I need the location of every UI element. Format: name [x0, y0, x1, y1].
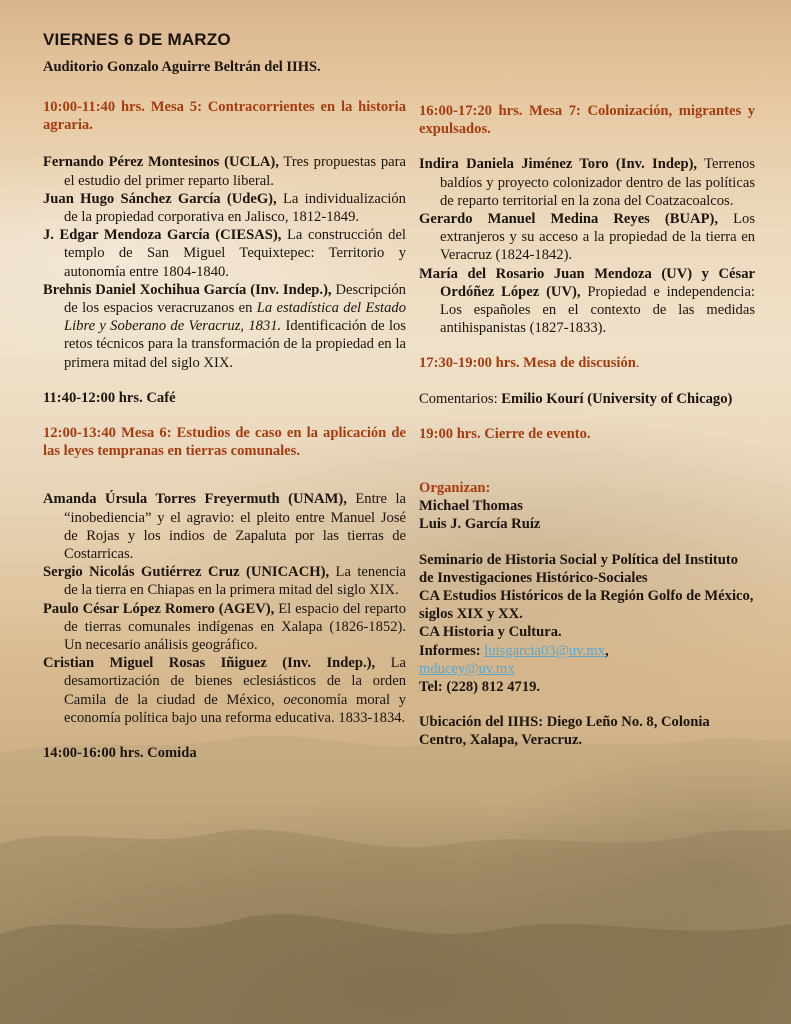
paper-title: Terrenos baldíos y proyecto colonizador dentro de las políticas de reparto territorial en la zona del Coatzacoalcos.: [440, 156, 755, 209]
list-item: [43, 490, 406, 563]
organizers-label: Organizan:: [419, 480, 491, 497]
list-item: [43, 153, 406, 189]
header: [43, 30, 443, 76]
list-item: [43, 563, 406, 599]
cafe-break: 11:40-12:00 hrs. Café: [43, 389, 176, 406]
paper-title: Tres propuestas para el estudio del primer reparto liberal.: [64, 154, 406, 189]
phone: Tel: (228) 812 4719.: [419, 679, 541, 696]
comment-label: Comentarios:: [419, 390, 502, 407]
mesa5-title: 10:00-11:40 hrs. Mesa 5: Contracorrientes en la historia agraria.: [43, 99, 406, 134]
email-link-2[interactable]: mducey@uv.mx: [419, 660, 515, 677]
closing-title: 19:00 hrs. Cierre de evento.: [419, 425, 591, 442]
list-item: [43, 600, 406, 655]
paper-title: Entre la “inobediencia” y el agravio: el pleito entre Manuel José de Rojas y los indios de Zapaluta por las tierras de Costarricas.: [64, 491, 407, 563]
paper-title: El espacio del reparto de tierras comunales indígenas en Xalapa (1826-1852). Un necesario análisis geográfico.: [64, 600, 406, 654]
paper-title: Propiedad e independencia: Los españoles en el contexto de las medidas antihispanistas (1827-1833).: [440, 283, 755, 337]
paper-title: Los extranjeros y su acceso a la propiedad de la tierra en Veracruz (1824-1842).: [440, 211, 755, 264]
author: Indira Daniela Jiménez Toro (Inv. Indep),: [419, 156, 698, 173]
contact-info: [419, 642, 755, 660]
paper-title-part: La desamortización de bienes eclesiásticos de la orden Camila de la ciudad de México,: [64, 655, 406, 708]
right-column: [419, 102, 755, 750]
list-item: [43, 281, 406, 372]
organizer-name: Michael Thomas: [419, 498, 523, 515]
author: J. Edgar Mendoza García (CIESAS),: [43, 227, 282, 244]
email-link-1[interactable]: luisgarcia03@uv.mx: [484, 642, 605, 659]
paper-title-part: conomía moral y economía política bajo una reforma educativa. 1833-1834.: [64, 691, 406, 726]
author: Brehnis Daniel Xochihua García (Inv. Indep.),: [43, 281, 332, 298]
list-item: [43, 190, 406, 226]
list-item: [419, 210, 755, 265]
organizer-name: Luis J. García Ruíz: [419, 516, 541, 533]
discussion-title-text: 17:30-19:00 hrs. Mesa de discusión: [419, 355, 636, 372]
author: Fernando Pérez Montesinos (UCLA),: [43, 154, 279, 171]
commentator: Emilio Kourí (University of Chicago): [501, 390, 733, 407]
author: Sergio Nicolás Gutiérrez Cruz (UNICACH),: [43, 564, 330, 581]
paper-title-italic: oe: [283, 691, 298, 708]
paper-title-part: Identificación de los retos técnicos para la transformación de la propiedad en la primera mitad del siglo XIX.: [64, 318, 406, 371]
informes-label: Informes:: [419, 642, 485, 659]
author: Juan Hugo Sánchez García (UdeG),: [43, 190, 277, 207]
discussion-title: [419, 354, 755, 372]
contact-info: [419, 660, 755, 678]
author: Amanda Úrsula Torres Freyermuth (UNAM),: [43, 491, 347, 508]
discussion-title-dot: .: [635, 355, 640, 372]
venue: Auditorio Gonzalo Aguirre Beltrán del IIHS.: [43, 59, 321, 75]
list-item: [419, 155, 755, 210]
mesa6-title: 12:00-13:40 Mesa 6: Estudios de caso en la aplicación de las leyes tempranas en tierras comunales.: [43, 425, 406, 460]
author: Paulo César López Romero (AGEV),: [43, 600, 275, 617]
author: Gerardo Manuel Medina Reyes (BUAP),: [419, 211, 719, 228]
location: Ubicación del IIHS: Diego Leño No. 8, Colonia Centro, Xalapa, Veracruz.: [419, 714, 710, 749]
author: Cristian Miguel Rosas Iñiguez (Inv. Indep.),: [43, 655, 376, 672]
paper-title-italic: La estadística del Estado Libre y Soberano de Veracruz, 1831.: [64, 300, 407, 335]
lunch-break: 14:00-16:00 hrs. Comida: [43, 745, 197, 762]
institution: CA Historia y Cultura.: [419, 624, 562, 641]
paper-title: La construcción del templo de San Miguel Tequixtepec: Territorio y autonomía entre 1804-1840.: [64, 227, 406, 280]
discussion-comment: [419, 390, 755, 408]
email-separator: ,: [604, 642, 609, 659]
list-item: [43, 226, 406, 281]
paper-title: La tenencia de la tierra en Chiapas en la primera mitad del siglo XIX.: [64, 564, 406, 599]
list-item: [419, 265, 755, 338]
organizers: [419, 479, 755, 750]
day-title: VIERNES 6 DE MARZO: [43, 30, 231, 49]
paper-title-part: Descripción de los espacios veracruzanos en: [64, 281, 406, 317]
institution: CA Estudios Históricos de la Región Golfo de México, siglos XIX y XX.: [419, 588, 754, 623]
left-column: [43, 98, 406, 762]
author: María del Rosario Juan Mendoza (UV) y César Ordóñez López (UV),: [419, 265, 755, 300]
mesa7-title: 16:00-17:20 hrs. Mesa 7: Colonización, migrantes y expulsados.: [419, 103, 755, 138]
list-item: [43, 654, 406, 727]
paper-title: La individualización de la propiedad corporativa en Jalisco, 1812-1849.: [64, 190, 406, 226]
institution: Seminario de Historia Social y Política del Instituto de Investigaciones Histórico-Sociales: [419, 551, 739, 586]
